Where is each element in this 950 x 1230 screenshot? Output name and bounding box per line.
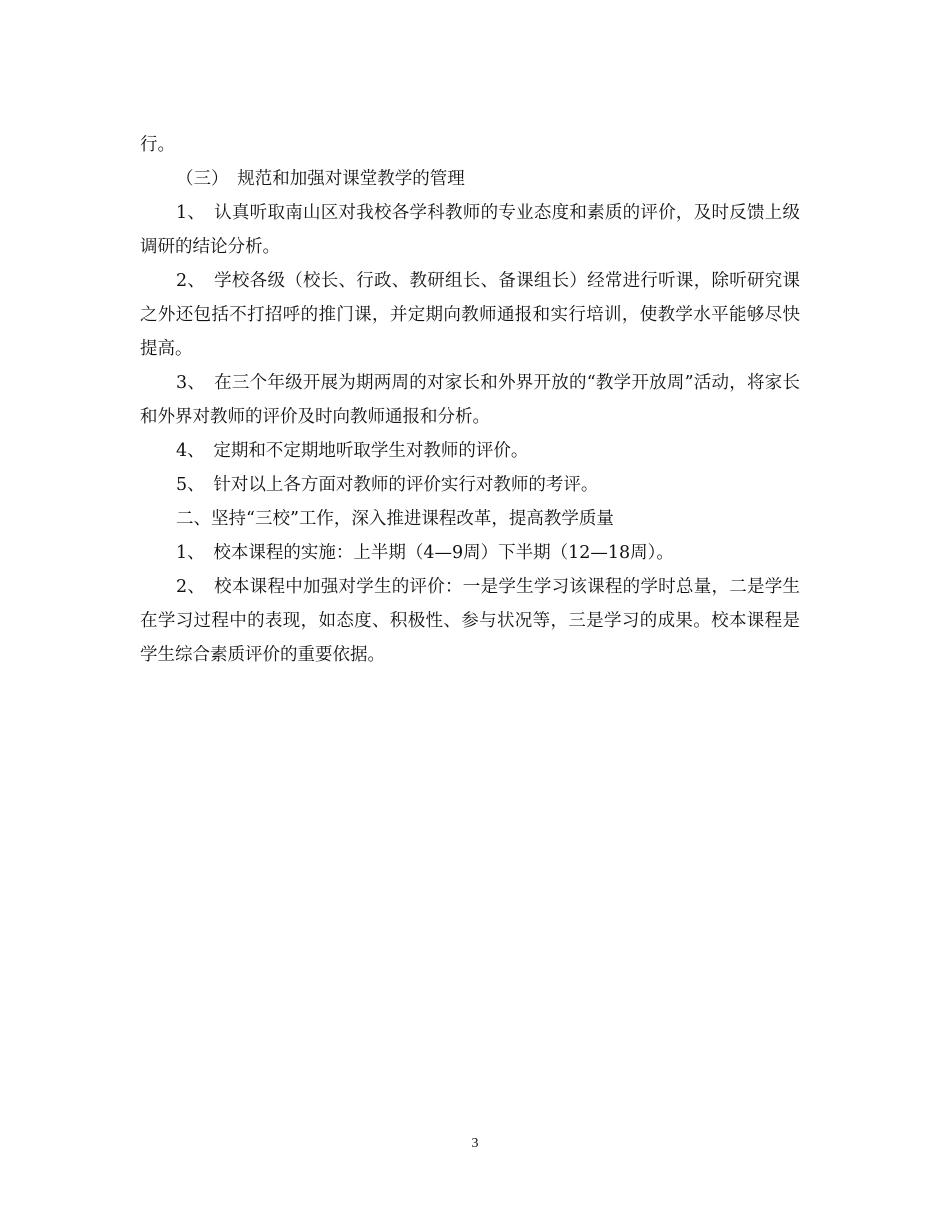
list-item-2: 2、 学校各级（校长、行政、教研组长、备课组长）经常进行听课，除听研究课之外还包括不打招呼的推门课，并定期向教师通报和实行培训，使教学水平能够尽快提高。 [140,271,800,359]
list-item-1: 1、 认真听取南山区对我校各学科教师的专业态度和素质的评价，及时反馈上级调研的结论分析。 [140,203,800,257]
list-item-5: 5、 针对以上各方面对教师的评价实行对教师的考评。 [176,475,599,495]
document-body [140,128,800,672]
page-number: 3 [471,1136,479,1151]
paragraph-continuation: 行。 [140,135,175,155]
section-heading-3: （三） 规范和加强对课堂教学的管理 [176,169,465,189]
list-item-1b: 1、 校本课程的实施：上半期（4—9周）下半期（12—18周）。 [176,543,674,563]
list-item-3: 3、 在三个年级开展为期两周的对家长和外界开放的“教学开放周”活动，将家长和外界对教师的评价及时向教师通报和分析。 [140,373,800,427]
list-item-2b: 2、 校本课程中加强对学生的评价：一是学生学习该课程的学时总量，二是学生在学习过程中的表现，如态度、积极性、参与状况等，三是学习的成果。校本课程是学生综合素质评价的重要依据。 [140,577,800,665]
list-item-4: 4、 定期和不定期地听取学生对教师的评价。 [176,441,529,461]
section-heading-2: 二、坚持“三校”工作，深入推进课程改革，提高教学质量 [176,509,614,529]
